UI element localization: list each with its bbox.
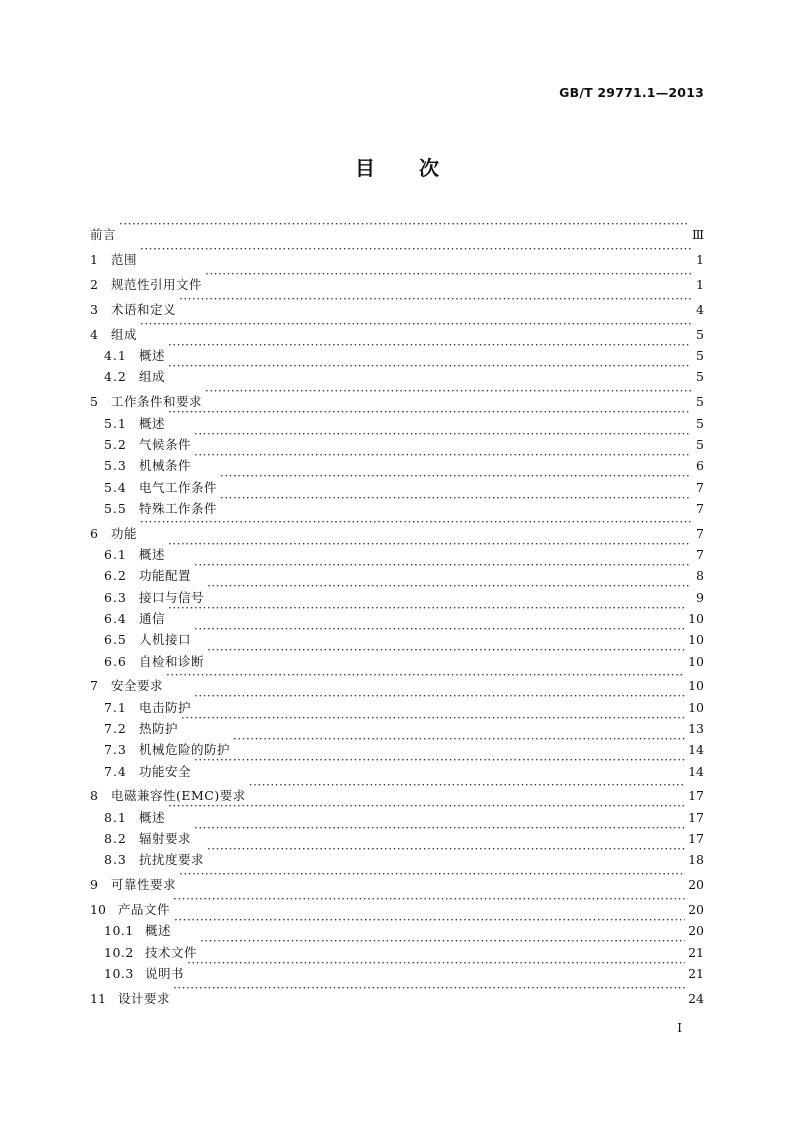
toc-entry-page: 14 [688, 763, 704, 779]
toc-entry-label: 概述 [139, 348, 166, 364]
toc-leader-dots [168, 800, 685, 821]
toc-entry[interactable] [90, 385, 704, 410]
toc-entry-label: 电气工作条件 [139, 479, 218, 495]
toc-leader-dots [200, 935, 685, 956]
page-number: I [677, 1021, 682, 1035]
toc-entry-number: 5.2 [104, 436, 127, 452]
toc-entry[interactable] [90, 623, 704, 648]
toc-entry-label: 概述 [145, 923, 172, 939]
toc-entry-label: 热防护 [139, 720, 179, 736]
toc-entry-page: 5 [696, 415, 704, 431]
toc-entry-number: 10.2 [104, 944, 134, 960]
toc-entry-page: 10 [688, 678, 704, 694]
toc-entry-label: 机械危险的防护 [139, 742, 231, 758]
toc-entry[interactable] [90, 822, 704, 847]
toc-entry-page: 1 [696, 252, 704, 268]
toc-leader-dots [119, 218, 689, 239]
toc-entry-number: 5.1 [104, 415, 127, 431]
toc-entry-number: 4.1 [104, 348, 127, 364]
toc-entry-label: 自检和诊断 [139, 653, 205, 669]
toc-entry-number: 8.1 [104, 809, 127, 825]
toc-leader-dots [174, 914, 685, 935]
toc-leader-dots [194, 449, 691, 470]
toc-entry-page: 9 [696, 589, 704, 605]
toc-entry-number: 6 [90, 525, 98, 541]
toc-entry-page: 17 [688, 831, 704, 847]
toc-entry[interactable] [90, 800, 704, 825]
toc-entry-label: 工作条件和要求 [111, 394, 203, 410]
toc-leader-dots [173, 893, 685, 914]
toc-entry-page: Ⅲ [691, 227, 704, 243]
toc-entry-label: 功能 [111, 525, 138, 541]
toc-entry[interactable] [90, 243, 704, 268]
toc-entry-label: 接口与信号 [139, 589, 205, 605]
toc-entry-number: 10.1 [104, 923, 134, 939]
toc-entry-number: 10.3 [104, 966, 134, 982]
toc-entry-label: 电击防护 [139, 699, 192, 715]
toc-entry-label: 可靠性要求 [111, 877, 177, 893]
toc-entry-label: 前言 [90, 227, 117, 243]
toc-entry-label: 电磁兼容性(EMC)要求 [111, 788, 246, 804]
toc-leader-dots [194, 623, 685, 644]
toc-entry-page: 7 [696, 500, 704, 516]
toc-entry[interactable] [90, 538, 704, 563]
toc-leader-dots [166, 669, 685, 690]
toc-entry[interactable] [90, 218, 704, 243]
toc-entry-number: 7 [90, 678, 98, 694]
toc-leader-dots [168, 538, 691, 559]
toc-entry[interactable] [90, 914, 704, 939]
toc-entry-number: 6.2 [104, 568, 127, 584]
toc-entry-number: 6.1 [104, 547, 127, 563]
toc-entry-label: 技术文件 [145, 944, 198, 960]
toc-entry-number: 7.3 [104, 742, 127, 758]
toc-entry-page: 5 [696, 326, 704, 342]
toc-entry-number: 6.5 [104, 632, 127, 648]
toc-entry-label: 功能配置 [139, 568, 192, 584]
toc-leader-dots [179, 293, 691, 314]
toc-leader-dots [194, 559, 691, 580]
toc-entry-label: 概述 [139, 809, 166, 825]
toc-entry-label: 组成 [111, 326, 138, 342]
toc-entry-number: 8.2 [104, 831, 127, 847]
toc-entry[interactable] [90, 602, 704, 626]
toc-entry-page: 10 [688, 610, 704, 626]
toc-entry-number: 2 [90, 277, 98, 293]
toc-entry-page: 10 [688, 653, 704, 669]
toc-entry-page: 5 [696, 348, 704, 364]
toc-entry-number: 5.3 [104, 458, 127, 474]
toc-leader-dots [140, 516, 691, 537]
toc-leader-dots [168, 602, 685, 623]
toc-leader-dots [179, 868, 685, 889]
toc-leader-dots [140, 243, 691, 264]
toc-entry[interactable] [90, 712, 704, 736]
toc-leader-dots [194, 754, 685, 775]
toc-entry[interactable] [90, 982, 704, 1006]
toc-entry[interactable] [90, 669, 704, 694]
toc-entry-label: 机械条件 [139, 458, 192, 474]
toc-entry[interactable] [90, 293, 704, 317]
toc-entry-page: 10 [688, 699, 704, 715]
toc-entry[interactable] [90, 339, 704, 364]
toc-entry-label: 设计要求 [118, 990, 171, 1006]
toc-leader-dots [181, 712, 685, 733]
toc-entry-page: 5 [696, 369, 704, 385]
toc-entry-page: 10 [688, 632, 704, 648]
toc-entry-label: 特殊工作条件 [139, 500, 218, 516]
toc-leader-dots [168, 406, 691, 427]
toc-entry[interactable] [90, 268, 704, 293]
toc-entry-page: 18 [688, 852, 704, 868]
toc-entry-label: 辐射要求 [139, 831, 192, 847]
toc-leader-dots [205, 385, 691, 406]
toc-entry-page: 1 [696, 277, 704, 293]
toc-entry-page: 20 [688, 923, 704, 939]
toc-entry[interactable] [90, 559, 704, 584]
toc-entry-page: 7 [696, 525, 704, 541]
table-of-contents [90, 218, 704, 1006]
toc-entry-number: 9 [90, 877, 98, 893]
toc-entry-page: 21 [688, 966, 704, 982]
toc-entry-page: 7 [696, 479, 704, 495]
toc-entry-label: 产品文件 [118, 902, 171, 918]
toc-leader-dots [194, 690, 685, 711]
toc-leader-dots [207, 843, 685, 864]
toc-entry-page: 17 [688, 809, 704, 825]
toc-leader-dots [233, 733, 685, 754]
toc-entry-number: 6.4 [104, 610, 127, 626]
toc-entry-number: 11 [90, 990, 106, 1006]
toc-entry-number: 6.3 [104, 589, 127, 605]
toc-entry-page: 13 [688, 720, 704, 736]
toc-entry[interactable] [90, 516, 704, 541]
toc-leader-dots [168, 339, 691, 360]
toc-entry-label: 术语和定义 [111, 301, 177, 317]
toc-entry-number: 5.4 [104, 479, 127, 495]
toc-entry-page: 8 [696, 568, 704, 584]
toc-entry[interactable] [90, 935, 704, 960]
toc-entry-page: 20 [688, 877, 704, 893]
toc-entry-number: 10 [90, 902, 106, 918]
toc-leader-dots [173, 982, 685, 1003]
toc-entry[interactable] [90, 779, 704, 804]
toc-entry-label: 功能安全 [139, 763, 192, 779]
toc-title [0, 152, 794, 181]
toc-entry-number: 1 [90, 252, 98, 268]
toc-entry-label: 气候条件 [139, 436, 192, 452]
toc-entry-page: 24 [688, 990, 704, 1006]
toc-leader-dots [207, 644, 685, 665]
toc-leader-dots [205, 268, 691, 289]
toc-entry-number: 8.3 [104, 852, 127, 868]
toc-leader-dots [187, 957, 685, 978]
toc-entry-label: 通信 [139, 610, 166, 626]
toc-entry-label: 组成 [139, 369, 166, 385]
toc-entry-page: 4 [696, 301, 704, 317]
toc-entry[interactable] [90, 690, 704, 715]
toc-entry-number: 5.5 [104, 500, 127, 516]
toc-entry-label: 范围 [111, 252, 138, 268]
toc-entry-label: 安全要求 [111, 678, 164, 694]
toc-leader-dots [220, 492, 691, 513]
toc-entry-label: 说明书 [145, 966, 185, 982]
toc-entry-page: 20 [688, 902, 704, 918]
toc-entry-number: 6.6 [104, 653, 127, 669]
toc-entry-number: 8 [90, 788, 98, 804]
toc-entry-label: 规范性引用文件 [111, 277, 203, 293]
toc-leader-dots [220, 470, 691, 491]
toc-entry-label: 概述 [139, 547, 166, 563]
toc-leader-dots [140, 318, 691, 339]
toc-title-first-char: 目 [355, 156, 375, 180]
toc-leader-dots [207, 580, 691, 601]
toc-entry-label: 人机接口 [139, 632, 192, 648]
toc-leader-dots [168, 360, 691, 381]
toc-entry-number: 5 [90, 394, 98, 410]
toc-title-second-char: 次 [419, 156, 439, 180]
toc-entry-label: 抗扰度要求 [139, 852, 205, 868]
toc-entry-number: 7.1 [104, 699, 127, 715]
toc-entry-label: 概述 [139, 415, 166, 431]
toc-leader-dots [194, 822, 685, 843]
toc-entry-page: 5 [696, 436, 704, 452]
toc-leader-dots [194, 428, 691, 449]
toc-entry-number: 7.4 [104, 763, 127, 779]
toc-entry-page: 5 [696, 394, 704, 410]
toc-entry-page: 6 [696, 458, 704, 474]
toc-entry-number: 4.2 [104, 369, 127, 385]
standard-code: GB/T 29771.1—2013 [559, 85, 704, 100]
toc-entry-page: 14 [688, 742, 704, 758]
toc-entry[interactable] [90, 893, 704, 918]
toc-entry[interactable] [90, 360, 704, 385]
toc-entry[interactable] [90, 406, 704, 431]
toc-entry[interactable] [90, 318, 704, 342]
toc-entry-number: 4 [90, 326, 98, 342]
toc-entry[interactable] [90, 428, 704, 452]
toc-leader-dots [249, 779, 685, 800]
toc-entry[interactable] [90, 733, 704, 758]
toc-entry[interactable] [90, 868, 704, 893]
toc-entry-page: 17 [688, 788, 704, 804]
toc-entry-number: 3 [90, 301, 98, 317]
toc-entry-number: 7.2 [104, 720, 127, 736]
toc-entry-page: 7 [696, 547, 704, 563]
toc-entry-page: 21 [688, 944, 704, 960]
